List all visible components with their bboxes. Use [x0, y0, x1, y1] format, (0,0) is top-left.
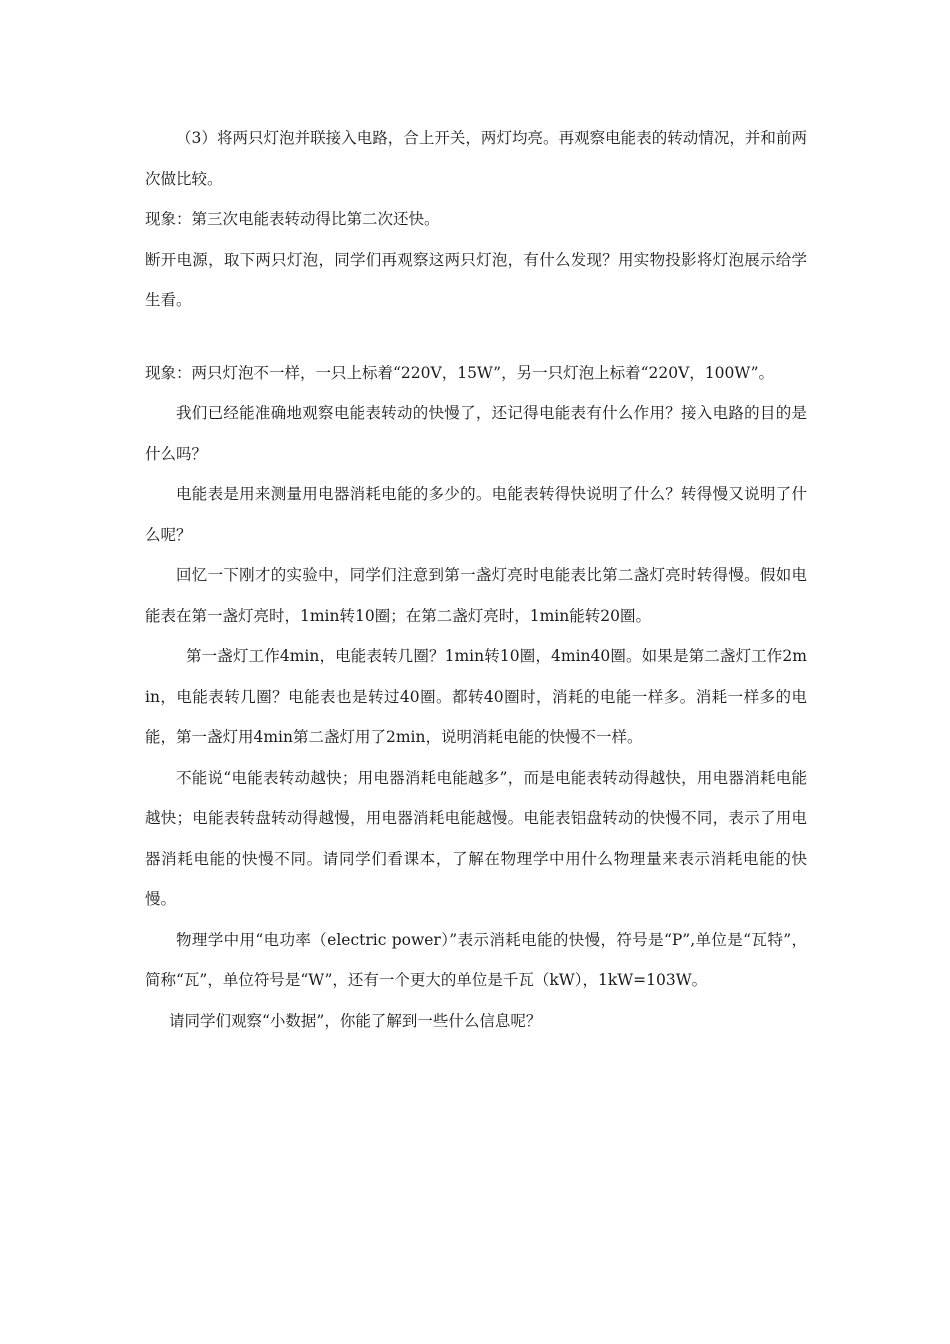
- paragraph-recall-experiment: 回忆一下刚才的实验中，同学们注意到第一盏灯亮时电能表比第二盏灯亮时转得慢。假如电能表在第一盏灯亮时，1min转10圈；在第二盏灯亮时，1min能转20圈。: [145, 566, 807, 625]
- paragraph-gap: [145, 321, 807, 353]
- paragraph-phenomenon-2: 现象：两只灯泡不一样，一只上标着“220V，15W”，另一只灯泡上标着“220V，100W”。: [145, 363, 775, 382]
- paragraph-electric-power-definition: 物理学中用“电功率（electric power）”表示消耗电能的快慢，符号是“P”,单位是“瓦特”，简称“瓦”，单位符号是“W”，还有一个更大的单位是千瓦（kW），1kW=103W。: [145, 930, 807, 989]
- paragraph-disconnect-power: 断开电源，取下两只灯泡，同学们再观察这两只灯泡，有什么发现？用实物投影将灯泡展示给学生看。: [145, 250, 807, 309]
- paragraph-small-data-question: 请同学们观察“小数据”，你能了解到一些什么信息呢？: [169, 1011, 542, 1030]
- paragraph-meter-question: 我们已经能准确地观察电能表转动的快慢了，还记得电能表有什么作用？接入电路的目的是什么吗？: [145, 404, 807, 463]
- paragraph-meter-purpose: 电能表是用来测量用电器消耗电能的多少的。电能表转得快说明了什么？转得慢又说明了什么呢？: [145, 485, 807, 544]
- paragraph-phenomenon-1: 现象：第三次电能表转动得比第二次还快。: [145, 210, 440, 228]
- document-body: [145, 118, 807, 1041]
- paragraph-step-3: （3）将两只灯泡并联接入电路，合上开关，两灯均亮。再观察电能表的转动情况，并和前两次做比较。: [145, 129, 807, 188]
- paragraph-calculation: 第一盏灯工作4min，电能表转几圈？1min转10圈，4min40圈。如果是第二盏灯工作2min，电能表转几圈？电能表也是转过40圈。都转40圈时，消耗的电能一样多。消耗一样多的电能，第一盏灯用4min第二盏灯用了2min，说明消耗电能的快慢不一样。: [145, 647, 807, 746]
- paragraph-explanation: 不能说“电能表转动越快；用电器消耗电能越多”，而是电能表转动得越快，用电器消耗电能越快；电能表转盘转动得越慢，用电器消耗电能越慢。电能表铝盘转动的快慢不同，表示了用电器消耗电能的快慢不同。请同学们看课本，了解在物理学中用什么物理量来表示消耗电能的快慢。: [145, 768, 807, 908]
